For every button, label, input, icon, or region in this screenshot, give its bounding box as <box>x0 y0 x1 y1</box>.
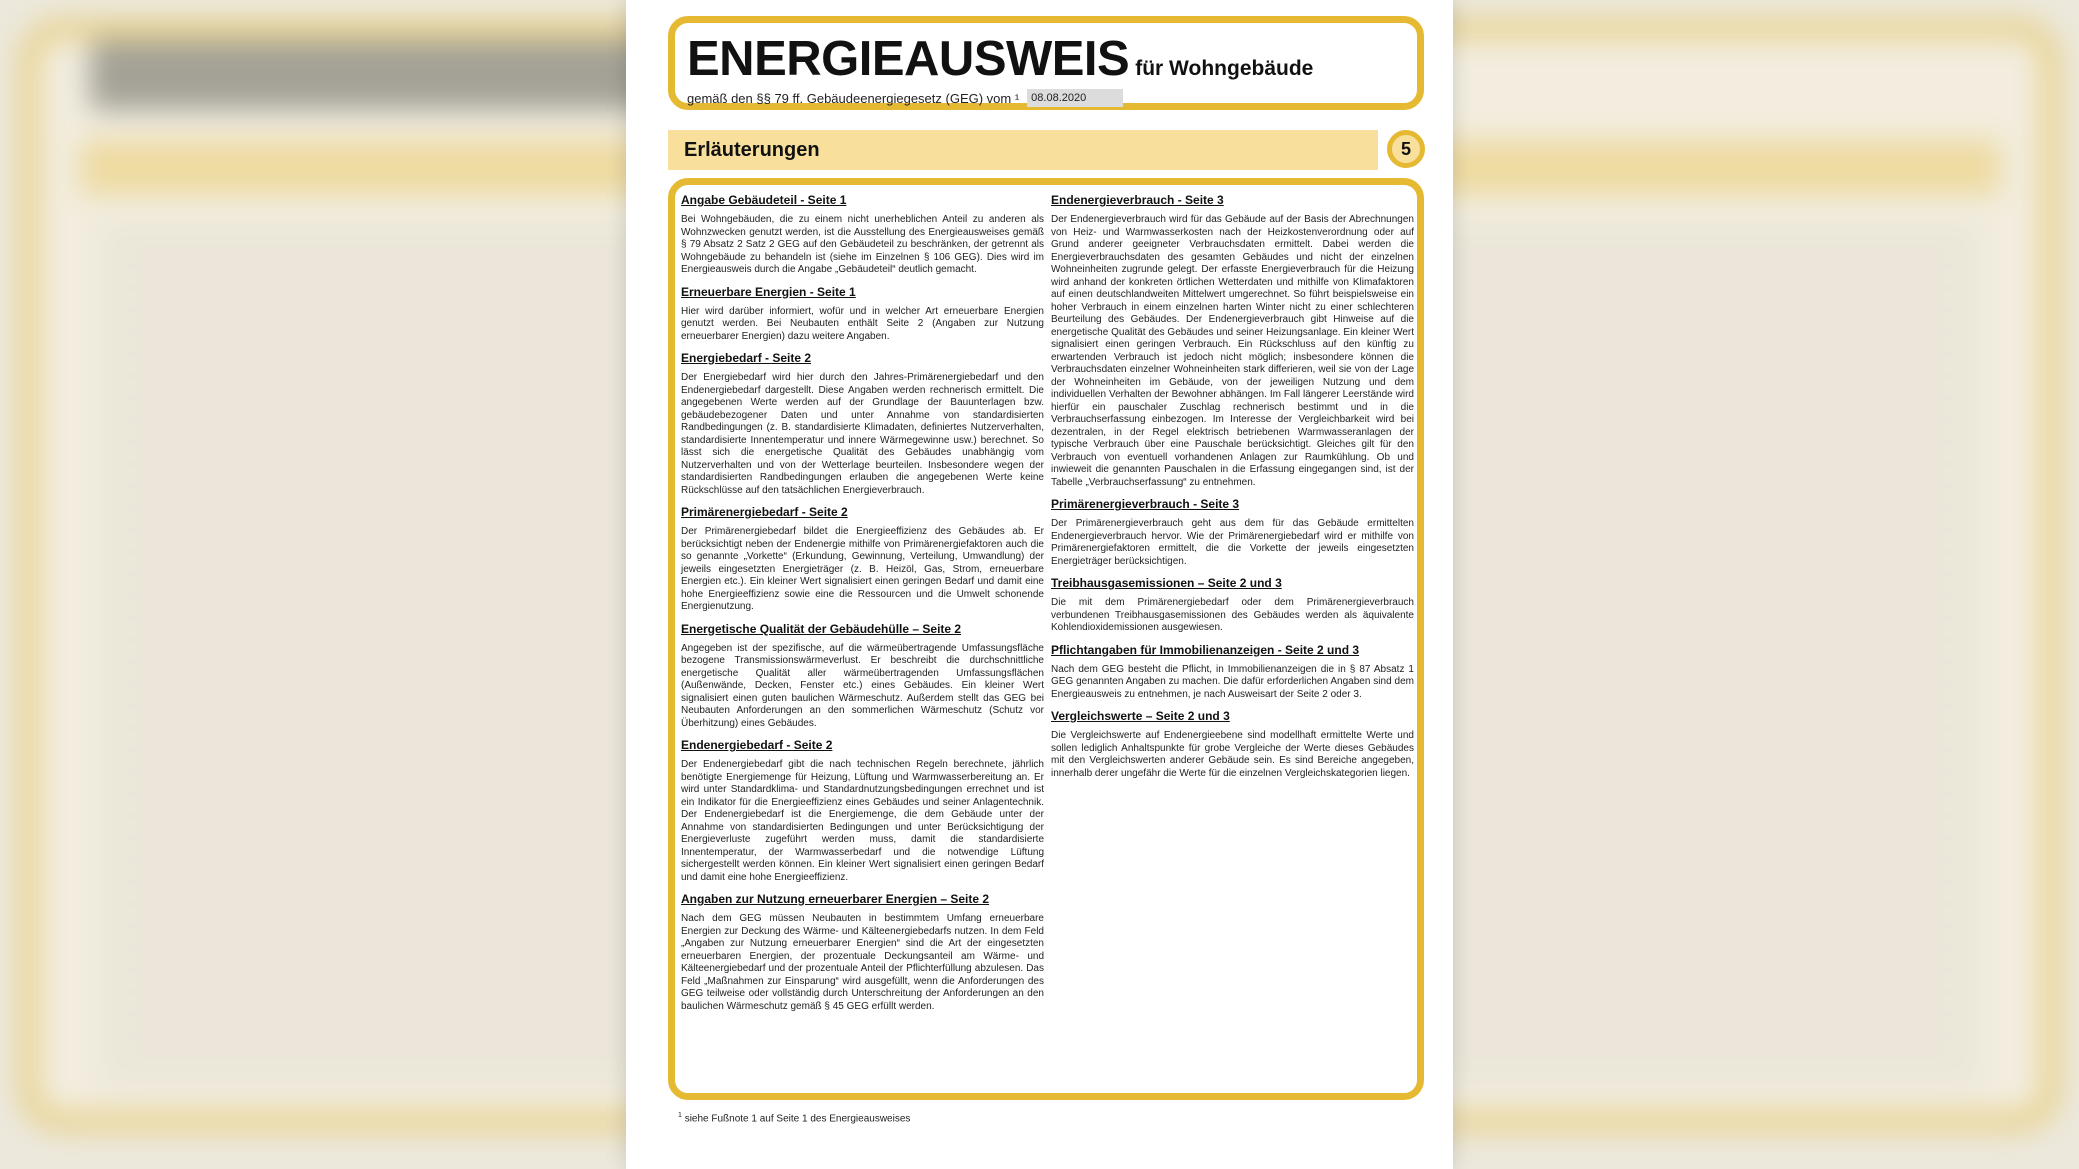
section-gebaeudehuelle <box>681 622 1044 731</box>
document-page <box>626 0 1453 1169</box>
section-heading: Energetische Qualität der Gebäudehülle – Seite 2 <box>681 621 962 636</box>
section-title: Erläuterungen <box>684 138 820 161</box>
section-endenergiebedarf <box>681 738 1044 884</box>
section-text: Der Primärenergiebedarf bildet die Energieeffizienz des Gebäudes ab. Er berücksichtigt neben der Endenergie mithilfe von Primärenergiefaktoren auch die so genannte „Vorkette“ (Erkundung, Gewinnung, Verteilung, Umwandlung) der jeweils eingesetzten Energieträger (z. B. Heizöl, Gas, Strom, erneuerbare Energien etc.). Ein kleiner Wert signalisiert einen geringen Bedarf und damit eine hohe Energieeffizienz sowie eine die Ressourcen und die Umwelt schonende Energienutzung. <box>681 526 1044 612</box>
section-text: Bei Wohngebäuden, die zu einem nicht unerheblichen Anteil zu anderen als Wohnzwecken genutzt werden, ist die Ausstellung des Energieausweises gemäß § 79 Absatz 2 Satz 2 GEG auf den Gebäudeteil zu beschränken, der getrennt als Wohngebäude zu behandeln ist (siehe im Einzelnen § 106 GEG). Dies wird im Energieausweis durch die Angabe „Gebäudeteil“ deutlich gemacht. <box>681 214 1044 275</box>
law-reference <box>687 89 1123 107</box>
section-text: Die Vergleichswerte auf Endenergieebene sind modellhaft ermittelte Werte und sollen lediglich Anhaltspunkte für grobe Vergleiche der Werte dieses Gebäudes mit den Vergleichswerten anderer Gebäude sein. Es sind Bereiche angegeben, innerhalb derer ungefähr die Werte für die einzelnen Vergleichskategorien liegen. <box>1051 730 1414 779</box>
document-title: ENERGIEAUSWEIS <box>687 32 1130 86</box>
section-heading: Erneuerbare Energien - Seite 1 <box>681 284 856 299</box>
header-box <box>668 16 1424 110</box>
section-endenergieverbrauch <box>1051 193 1414 489</box>
section-heading: Endenergieverbrauch - Seite 3 <box>1051 193 1224 207</box>
section-text: Nach dem GEG müssen Neubauten in bestimmtem Umfang erneuerbare Energien zur Deckung des Wärme- und Kälteenergiebedarfs nutzen. In dem Feld „Angaben zur Nutzung erneuerbarer Energien“ sind die Art der eingesetzten erneuerbaren Energien, der prozentuale Deckungsanteil am Wärme- und Kälteenergiebedarf und der prozentuale Anteil der Pflichterfüllung abzulesen. Das Feld „Maßnahmen zur Einsparung“ wird ausgefüllt, wenn die Anforderungen des GEG teilweise oder vollständig durch Unterschreitung der Anforderungen an den baulichen Wärmeschutz gemäß § 45 GEG erfüllt werden. <box>681 913 1044 1012</box>
section-heading: Energiebedarf - Seite 2 <box>681 351 812 365</box>
page-number-badge: 5 <box>1387 130 1425 168</box>
section-text: Der Endenergiebedarf gibt die nach technischen Regeln berechnete, jährlich benötigte Energiemenge für Heizung, Lüftung und Warmwasserbereitung an. Er wird unter Standardklima- und Standardnutzungsbedingungen errechnet und ist ein Indikator für die Energieeffizienz eines Gebäudes und seiner Anlagentechnik. Der Endenergiebedarf ist die Energiemenge, die dem Gebäude unter der Annahme von standardisierten Bedingungen und unter Berücksichtigung der Energieverluste zugeführt werden muss, damit die standardisierte Innentemperatur, der Warmwasserbedarf und die notwendige Lüftung sichergestellt werden können. Ein kleiner Wert signalisiert einen geringen Bedarf und damit eine hohe Energieeffizienz. <box>681 759 1044 883</box>
section-erneuerbare-energien <box>681 285 1044 344</box>
section-angabe-gebaeudeteil <box>681 193 1044 277</box>
section-heading: Endenergiebedarf - Seite 2 <box>681 738 833 752</box>
section-heading: Angabe Gebäudeteil - Seite 1 <box>681 193 847 207</box>
law-text: gemäß den §§ 79 ff. Gebäudeenergiegesetz (GEG) vom ¹ <box>687 90 1020 106</box>
section-vergleichswerte <box>1051 709 1414 780</box>
section-primaerenergieverbrauch <box>1051 497 1414 568</box>
right-column <box>1051 193 1414 788</box>
section-treibhausgasemissionen <box>1051 576 1414 635</box>
footnote-text: siehe Fußnote 1 auf Seite 1 des Energieausweises <box>684 1113 911 1125</box>
document-subtitle: für Wohngebäude <box>1135 57 1314 80</box>
section-heading: Primärenergiebedarf - Seite 2 <box>681 505 848 519</box>
section-text: Hier wird darüber informiert, wofür und in welcher Art erneuerbare Energien genutzt werden. Bei Neubauten enthält Seite 2 (Angaben zur Nutzung erneuerbarer Energien) dazu weitere Angaben. <box>681 305 1044 342</box>
section-primaerenergiebedarf <box>681 505 1044 614</box>
section-header-bar <box>668 130 1378 170</box>
section-text: Der Endenergieverbrauch wird für das Gebäude auf der Basis der Abrechnungen von Heiz- und Warmwasserkosten nach der Heizkostenverordnung oder auf Grund anderer geeigneter Verbrauchsdaten ermittelt. Dabei werden die Energieverbrauchsdaten des gesamten Gebäudes und nicht der einzelnen Wohneinheiten zugrunde gelegt. Der erfasste Energieverbrauch für die Heizung wird anhand der konkreten örtlichen Wetterdaten und mithilfe von Klimafaktoren auf einen deutschlandweiten Mittelwert umgerechnet. So führt beispielsweise ein hoher Verbrauch in einem einzelnen harten Winter nicht zu einer schlechteren Beurteilung des Gebäudes. Der Endenergieverbrauch gibt Hinweise auf die energetische Qualität des Gebäudes und seiner Heizungsanlage. Ein kleiner Wert signalisiert einen geringen Verbrauch. Ein Rückschluss auf den künftig zu erwartenden Verbrauch ist jedoch nicht möglich; insbesondere können die Verbrauchsdaten einzelner Wohneinheiten stark differieren, weil sie von der Lage der Wohneinheiten im Gebäude, von der jeweiligen Nutzung und dem individuellen Verhalten der Bewohner abhängen. Im Fall längerer Leerstände wird hierfür ein pauschaler Zuschlag rechnerisch bestimmt und in die Verbrauchserfassung einbezogen. Im Interesse der Vergleichbarkeit wird bei dezentralen, in der Regel elektrisch betriebenen Warmwasseranlagen der typische Verbrauch über eine Pauschale berücksichtigt. Gleiches gilt für den Verbrauch von eventuell vorhandenen Anlagen zur Raumkühlung. Ob und inwieweit die genannten Pauschalen in die Erfassung eingegangen sind, ist der Tabelle „Verbrauchserfassung“ zu entnehmen. <box>1051 214 1414 488</box>
section-text: Der Energiebedarf wird hier durch den Jahres-Primärenergiebedarf und den Endenergiebedarf dargestellt. Diese Angaben werden rechnerisch ermittelt. Die angegebenen Werte werden auf der Grundlage der Bauunterlagen bzw. gebäudebezogener Daten und unter Annahme von standardisierten Randbedingungen (z. B. standardisierte Klimadaten, definiertes Nutzerverhalten, standardisierte Innentemperatur und innere Wärmegewinne usw.) berechnet. So lässt sich die energetische Qualität des Gebäudes unabhängig vom Nutzerverhalten und von der Wetterlage beurteilen. Insbesondere wegen der standardisierten Randbedingungen erlauben die angegebenen Werte keine Rückschlüsse auf den tatsächlichen Energieverbrauch. <box>681 372 1044 496</box>
section-text: Der Primärenergieverbrauch geht aus dem für das Gebäude ermittelten Endenergieverbrauch hervor. Wie der Primärenergiebedarf wird er mithilfe von Primärenergiefaktoren ermittelt, die die Vorkette der jeweils eingesetzten Energieträger berücksichtigen. <box>1051 518 1414 567</box>
content-box <box>668 178 1424 1100</box>
footnote <box>678 1112 910 1124</box>
section-pflichtangaben <box>1051 643 1414 702</box>
section-heading: Vergleichswerte – Seite 2 und 3 <box>1051 709 1230 723</box>
section-heading: Primärenergieverbrauch - Seite 3 <box>1051 497 1240 511</box>
section-text: Angegeben ist der spezifische, auf die wärmeübertragende Umfassungsfläche bezogene Transmissionswärmeverlust. Er beschreibt die durchschnittliche energetische Qualität aller wärmeübertragenden Umfassungsflächen (Außenwände, Decken, Fenster etc.) eines Gebäudes. Ein kleiner Wert signalisiert einen guten baulichen Wärmeschutz. Außerdem stellt das GEG bei Neubauten Anforderungen an den sommerlichen Wärmeschutz (Schutz vor Überhitzung) eines Gebäudes. <box>681 642 1044 729</box>
section-energiebedarf <box>681 351 1044 497</box>
section-nutzung-erneuerbarer-energien <box>681 892 1044 1013</box>
left-column <box>681 193 1044 1021</box>
date-field: 08.08.2020 <box>1027 89 1123 107</box>
section-text: Die mit dem Primärenergiebedarf oder dem Primärenergieverbrauch verbundenen Treibhausgasemissionen des Gebäudes werden als äquivalente Kohlendioxidemissionen ausgewiesen. <box>1051 597 1414 633</box>
section-heading: Pflichtangaben für Immobilienanzeigen - Seite 2 und 3 <box>1051 642 1360 657</box>
title-row <box>687 31 1313 87</box>
section-heading: Treibhausgasemissionen – Seite 2 und 3 <box>1051 576 1282 590</box>
footnote-marker: 1 <box>678 1112 682 1119</box>
section-text: Nach dem GEG besteht die Pflicht, in Immobilienanzeigen die in § 87 Absatz 1 GEG genannten Angaben zu machen. Die dafür erforderlichen Angaben sind dem Energieausweis zu entnehmen, je nach Ausweisart der Seite 2 oder 3. <box>1051 663 1414 700</box>
section-heading: Angaben zur Nutzung erneuerbarer Energien – Seite 2 <box>681 892 990 906</box>
